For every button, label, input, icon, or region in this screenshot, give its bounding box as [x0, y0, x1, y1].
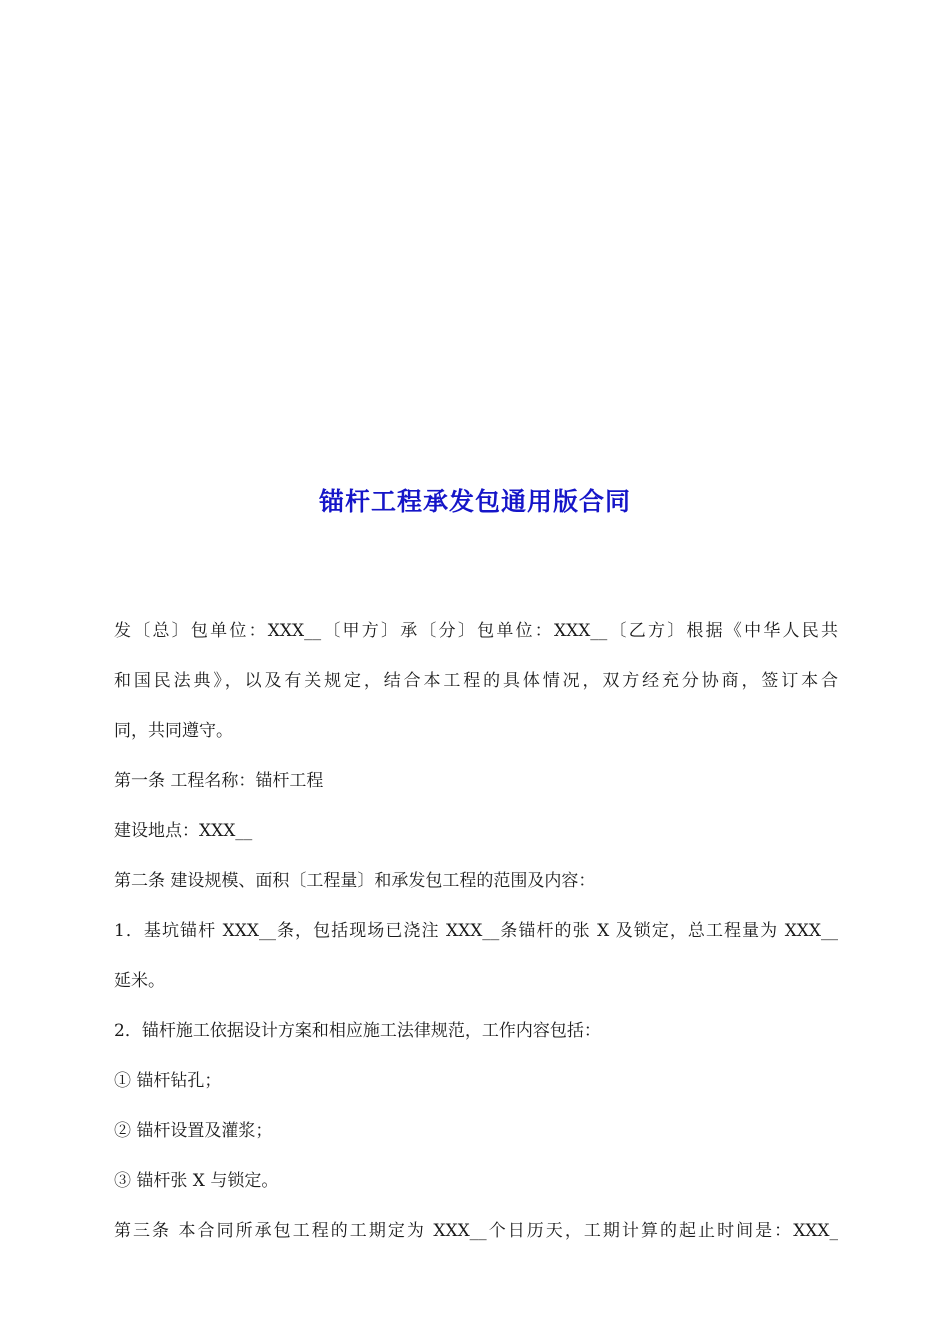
paragraph-line: 发〔总〕包单位：XXX__〔甲方〕承〔分〕包单位：XXX__〔乙方〕根据《中华人民共 — [114, 621, 838, 641]
article-1-line: 第一条 工程名称：锚杆工程 — [114, 771, 324, 791]
item-2-line: 2．锚杆施工依据设计方案和相应施工法律规范，工作内容包括： — [114, 1021, 601, 1041]
document-title: 锚杆工程承发包通用版合同 — [318, 487, 631, 516]
item-1-line: 1．基坑锚杆 XXX__条，包括现场已浇注 XXX__条锚杆的张 X 及锁定，总工程量为 XXX__ — [114, 921, 838, 941]
list-item-grouting: ② 锚杆设置及灌浆； — [114, 1121, 273, 1141]
list-item-drilling: ① 锚杆钻孔； — [114, 1071, 222, 1091]
paragraph-line: 同，共同遵守。 — [114, 721, 233, 741]
article-3-line: 第三条 本合同所承包工程的工期定为 XXX__个日历天，工期计算的起止时间是：XXX_ — [114, 1221, 838, 1241]
article-2-line: 第二条 建设规模、面积〔工程量〕和承发包工程的范围及内容： — [114, 871, 596, 891]
construction-site-line: 建设地点：XXX__ — [114, 821, 253, 841]
list-item-tensioning: ③ 锚杆张 X 与锁定。 — [114, 1171, 279, 1191]
document-body — [114, 606, 838, 1256]
item-1-continuation-line: 延米。 — [114, 971, 165, 991]
paragraph-line: 和国民法典》，以及有关规定，结合本工程的具体情况，双方经充分协商，签订本合 — [114, 671, 838, 691]
